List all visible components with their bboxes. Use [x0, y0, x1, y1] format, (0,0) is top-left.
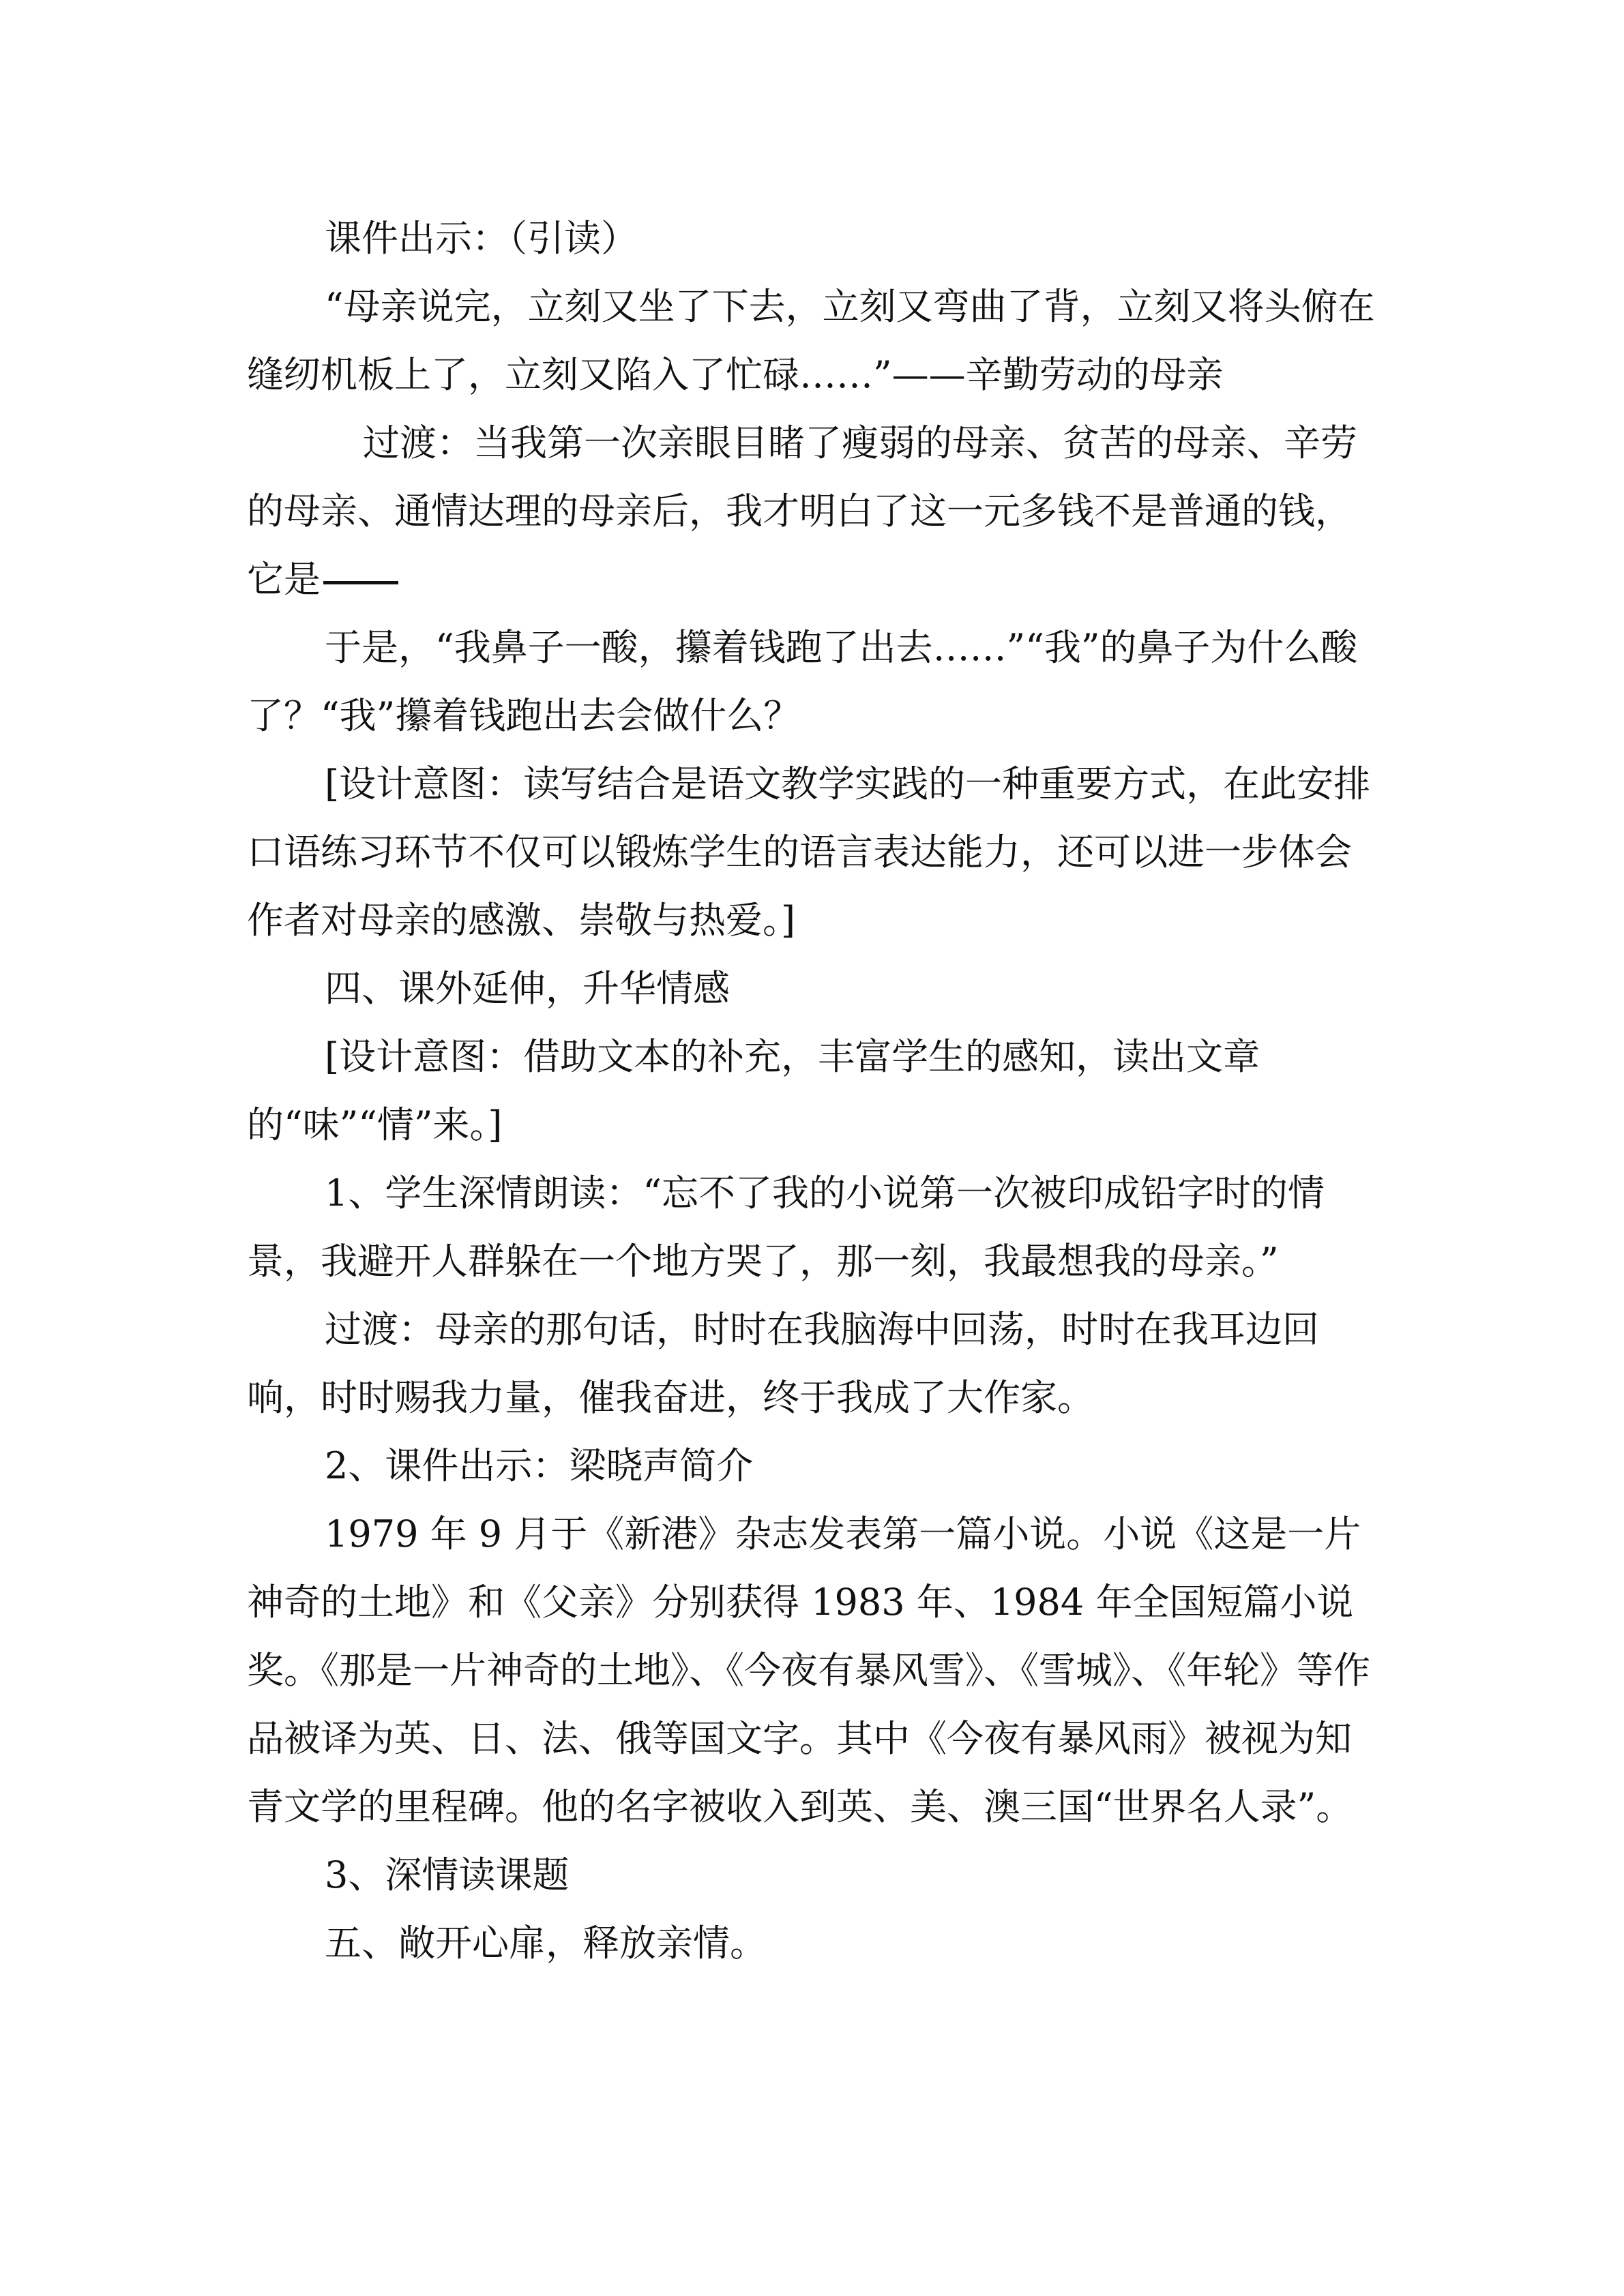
section-heading-five: 五、敞开心扉，释放亲情。: [325, 1922, 767, 1965]
paragraph-read-title: 3、深情读课题: [325, 1853, 570, 1896]
paragraph-transition-1-text: 过渡：当我第一次亲眼目睹了瘦弱的母亲、贫苦的母亲、辛劳的母亲、通情达理的母亲后，我才明白了这一元多钱不是普通的钱，它是: [247, 421, 1357, 601]
paragraph-design-intent-1: [设计意图：读写结合是语文教学实践的一种重要方式，在此安排口语练习环节不仅可以锻炼学生的语言表达能力，还可以进一步体会作者对母亲的感激、崇敬与热爱。]: [247, 762, 1371, 942]
paragraph-courseware-intro: 课件出示：（引读）: [325, 217, 638, 260]
paragraph-courseware-bio-heading: 2、课件出示：梁晓声简介: [325, 1444, 754, 1487]
paragraph-author-bio: 1979 年 9 月于《新港》杂志发表第一篇小说。小说《这是一片神奇的土地》和《父亲》分别获得 1983 年、1984 年全国短篇小说奖。《那是一片神奇的土地》、《今夜有暴风雪》、《雪城》、《年轮》等作品被译为英、日、法、俄等国文字。其中《今夜有暴风雨》被视为知青文学的里程碑。他的名字被收入到英、美、澳三国“世界名人录”。: [247, 1512, 1370, 1828]
paragraph-reading-1: 1、学生深情朗读：“忘不了我的小说第一次被印成铅字时的情景，我避开人群躲在一个地方哭了，那一刻，我最想我的母亲。”: [247, 1172, 1325, 1283]
paragraph-design-intent-2: [设计意图：借助文本的补充，丰富学生的感知，读出文章的“味”“情”来。]: [247, 1035, 1260, 1146]
paragraph-quote-mother: “母亲说完，立刻又坐了下去，立刻又弯曲了背，立刻又将头俯在缝纫机板上了，立刻又陷入了忙碌……”——辛勤劳动的母亲: [247, 285, 1375, 396]
paragraph-transition-1: [247, 409, 1379, 614]
dash-line: [323, 581, 398, 584]
paragraph-nose-sour: 于是，“我鼻子一酸，攥着钱跑了出去……”“我”的鼻子为什么酸了？“我”攥着钱跑出去会做什么？: [247, 626, 1358, 737]
document-body: [247, 205, 1379, 1978]
section-heading-four: 四、课外延伸，升华情感: [325, 967, 730, 1010]
paragraph-transition-2: 过渡：母亲的那句话，时时在我脑海中回荡，时时在我耳边回响，时时赐我力量，催我奋进，终于我成了大作家。: [247, 1308, 1319, 1419]
